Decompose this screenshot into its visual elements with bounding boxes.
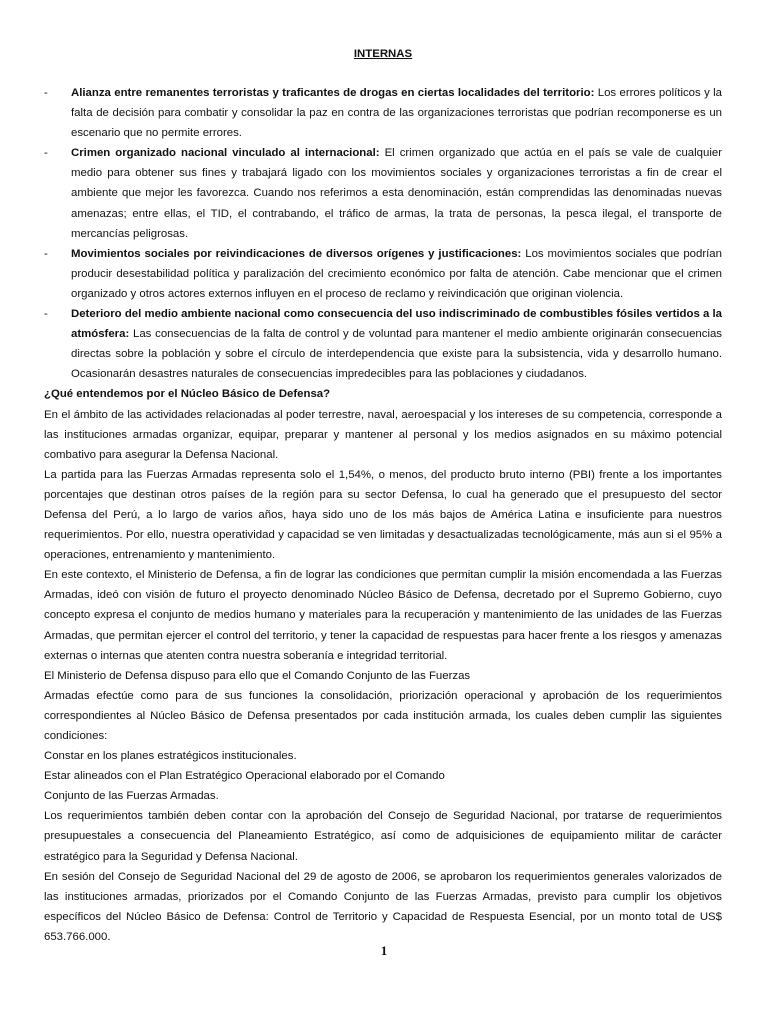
- paragraph-contexto: En este contexto, el Ministerio de Defensa, a fin de lograr las condiciones que permitan cumplir la misión encomendada a las Fuerzas Armadas, ideó con visión de futuro el proyecto denominado Núcleo Básico de Defensa, decretado por el Supremo Gobierno, cuyo concepto expresa el conjunto de medios humano y materiales para la recuperación y mantenimiento de las unidades de las Fuerzas Armadas, que permitan ejercer el control del territorio, y tener la capacidad de respuestas para hacer frente a los riesgos y amenazas externas o internas que atenten contra nuestra soberanía e integridad territorial.: [44, 569, 722, 662]
- threat-item-crimen: [44, 143, 722, 243]
- document-body: [44, 44, 722, 947]
- bullet-dash: -: [44, 308, 48, 321]
- section-heading: ¿Qué entendemos por el Núcleo Básico de Defensa?: [44, 388, 331, 401]
- paragraph-ambito: En el ámbito de las actividades relacionadas al poder terrestre, naval, aeroespacial y los intereses de su competencia, corresponde a las instituciones armadas organizar, equipar, preparar y mantener al personal y los medios asignados en su máximo potencial combativo para asegurar la Defensa Nacional.: [44, 408, 722, 461]
- threat-item-alianza: [44, 83, 722, 143]
- threat-heading: Movimientos sociales por reivindicaciones de diversos orígenes y justificaciones:: [71, 247, 522, 260]
- threat-text: Los errores políticos y la falta de decisión para combatir y consolidar la paz en contra de las organizaciones terroristas que podrían recomponerse es un escenario que no permite errores.: [71, 87, 722, 140]
- line-ministerio: El Ministerio de Defensa dispuso para ello que el Comando Conjunto de las Fuerzas: [44, 669, 471, 682]
- threat-heading: Alianza entre remanentes terroristas y traficantes de drogas en ciertas localidades del territorio:: [71, 87, 595, 99]
- paragraph-armadas: Armadas efectúe como para de sus funciones la consolidación, priorización operacional y aprobación de los requerimientos correspondientes al Núcleo Básico de Defensa presentados por cada institución armada, los cuales deben cumplir las siguientes condiciones:: [44, 689, 722, 742]
- threat-text: Los movimientos sociales que podrían producir desestabilidad política y paralización del crecimiento económico por falta de atención. Cabe mencionar que el crimen organizado y otros actores externos influyen en el proceso de reclamo y reivindicación que originan violencia.: [71, 247, 722, 300]
- line-conjunto: Conjunto de las Fuerzas Armadas.: [44, 790, 219, 803]
- threat-heading: Deterioro del medio ambiente nacional como consecuencia del uso indiscriminado de combustibles fósiles vertidos a la atmósfera:: [71, 308, 722, 341]
- bullet-dash: -: [44, 247, 48, 260]
- threat-item-deterioro: [44, 304, 722, 384]
- threat-text: Las consecuencias de la falta de control y de voluntad para mantener el medio ambiente originarán consecuencias directas sobre la población y sobre el círculo de interdependencia que existe para la subsistencia, vida y desarrollo humano. Ocasionarán desastres naturales de consecuencias impredecibles para las poblaciones y ciudadanos.: [71, 328, 722, 381]
- line-constar: Constar en los planes estratégicos institucionales.: [44, 750, 297, 763]
- threat-item-movimientos: [44, 244, 722, 304]
- paragraph-sesion: En sesión del Consejo de Seguridad Nacional del 29 de agosto de 2006, se aprobaron los requerimientos generales valorizados de las instituciones armadas, priorizados por el Comando Conjunto de las Fuerzas Armadas, previsto para cumplir los objetivos específicos del Núcleo Básico de Defensa: Control de Territorio y Capacidad de Respuesta Esencial, por un monto total de US$ 653.766.000.: [44, 870, 722, 943]
- paragraph-requerimientos: Los requerimientos también deben contar con la aprobación del Consejo de Seguridad Nacional, por tratarse de requerimientos presupuestales a consecuencia del Planeamiento Estratégico, así como de adquisiciones de equipamiento militar de carácter estratégico para la Seguridad y Defensa Nacional.: [44, 810, 722, 863]
- paragraph-partida: La partida para las Fuerzas Armadas representa solo el 1,54%, o menos, del producto bruto interno (PBI) frente a los importantes porcentajes que destinan otros países de la región para su sector Defensa, lo cual ha generado que el presupuesto del sector Defensa del Perú, a lo largo de varios años, haya sido uno de los más bajos de América Latina e insuficiente para nuestros requerimientos. Por ello, nuestra operatividad y capacidad se ven limitadas y desactualizadas tecnológicamente, más aun si el 95% a operaciones, entrenamiento y mantenimiento.: [44, 468, 722, 562]
- bullet-dash: -: [44, 147, 48, 160]
- threat-list: [44, 83, 722, 384]
- threat-heading: Crimen organizado nacional vinculado al internacional:: [71, 147, 380, 160]
- line-alineados: Estar alineados con el Plan Estratégico Operacional elaborado por el Comando: [44, 770, 445, 783]
- page-number: 1: [380, 943, 388, 958]
- document-title: INTERNAS: [353, 48, 413, 60]
- bullet-dash: -: [44, 87, 48, 99]
- threat-text: El crimen organizado que actúa en el país se vale de cualquier medio para obtener sus fines y trabajará ligado con los movimientos sociales y organizaciones terroristas a fin de crear el ambiente que mejor les favorezca. Cuando nos referimos a esta denominación, están comprendidas las denominadas nuevas amenazas; entre ellas, el TID, el contrabando, el tráfico de armas, la trata de personas, la pesca ilegal, el transporte de mercancías peligrosas.: [71, 147, 722, 240]
